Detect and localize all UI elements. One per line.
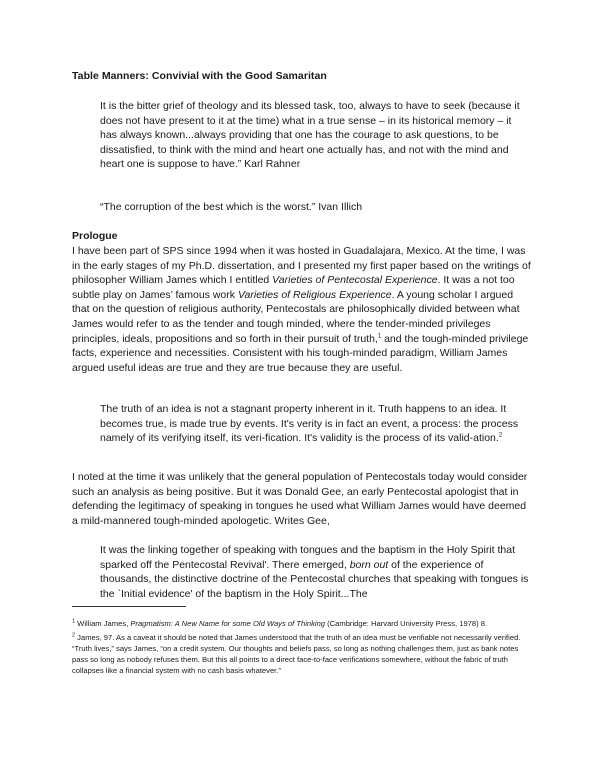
- section-heading: Prologue: [72, 230, 118, 242]
- epigraph-rahner: It is the bitter grief of theology and its blessed task, too, always to have to seek (because it does not have present to it at the time) what in a true sense – in its historical memory – it has always known...always providing that one has the courage to ask questions, to be dissatisfied, to think with the mind and heart one actually has, and not with the mind and heart one is suppose to have.” Karl Rahner: [100, 100, 520, 171]
- footnote-ref-2[interactable]: 2: [498, 432, 503, 439]
- quote-text: It was the linking together of speaking with tongues and the baptism in the Holy Spirit that sparked off the Pentecostal Revival'. There emerged,: [100, 544, 515, 571]
- footnote-mark: 2: [72, 632, 76, 639]
- body-paragraph-1: [72, 244, 532, 375]
- footnote-1: [72, 618, 532, 629]
- paragraph-text: . It was a not too subtle play on James’ famous work: [72, 274, 515, 301]
- body-paragraph-2: I noted at the time it was unlikely that the general population of Pentecostals today would consider such an analysis as being positive. But it was Donald Gee, an early Pentecostal apologist that in defending the legitimacy of speaking in tongues he used what William James would have deemed a mild-mannered tough-minded apologetic. Writes Gee,: [72, 471, 528, 527]
- block-quote-gee: [100, 543, 532, 601]
- paragraph-text: I have been part of SPS since 1994 when it was hosted in Guadalajara, Mexico. At the time, I was in the early stages of my Ph.D. dissertation, and I presented my first paper based on the writings of philosopher William James which I entitled: [72, 245, 531, 287]
- italic-title: Varieties of Pentecostal Experience: [272, 274, 438, 287]
- paragraph-text: . A young scholar I argued that on the question of religious authority, Pentecostals are philosophically divided between what James would refer to as the tender and tough minded, where the tender-minded privileges principles, ideals, propositions and so forth in their pursuit of truth,: [72, 288, 520, 345]
- footnote-mark: 1: [72, 618, 76, 625]
- footnotes: [72, 618, 532, 679]
- footnote-text: William James,: [75, 619, 131, 628]
- epigraph-illich: “The corruption of the best which is the worst.” Ivan Illich: [100, 201, 363, 213]
- italic-phrase: born out: [349, 558, 389, 571]
- quote-text: The truth of an idea is not a stagnant property inherent in it. Truth happens to an idea. It becomes true, is made true by events. It's verity is in fact an event, a process: the process namely of its verifying itself, its veri-fication. It's validity is the process of its valid-ation.: [100, 403, 519, 445]
- block-quote-james: [100, 402, 532, 446]
- footnote-text: (Cambridge: Harvard University Press, 1978) 8.: [325, 619, 488, 628]
- page-title: Table Manners: Convivial with the Good Samaritan: [72, 70, 327, 82]
- footnote-2: [72, 632, 532, 676]
- footnote-ref-1[interactable]: 1: [377, 333, 382, 340]
- italic-title: Pragmatism: A New Name for some Old Ways of Thinking: [130, 619, 326, 628]
- paragraph-text: and the tough-minded privilege facts, experience and necessities. Consistent with his tough-minded paradigm, William James argued useful ideas are true and they are true because they are useful.: [72, 332, 529, 374]
- footnote-divider: [72, 606, 186, 607]
- quote-text: of the experience of thousands, the distinctive doctrine of the Pentecostal churches that speaking with tongues is the `Initial evidence' of the baptism in the Holy Spirit...The: [100, 558, 529, 600]
- italic-title: Varieties of Religious Experience: [237, 288, 392, 301]
- footnote-text: James, 97. As a caveat it should be noted that James understood that the truth of an idea must be verifiable not necessarily verified. “Truth lives,” says James, “on a credit system. Our thoughts and beliefs pass, so long as nothing challenges them, just as bank notes pass so long as nobody refuses them. But this all points to a direct face-to-face verifications somewhere, without the fabric of truth collapses like a financial system with no cash basis whatever.”: [72, 633, 521, 675]
